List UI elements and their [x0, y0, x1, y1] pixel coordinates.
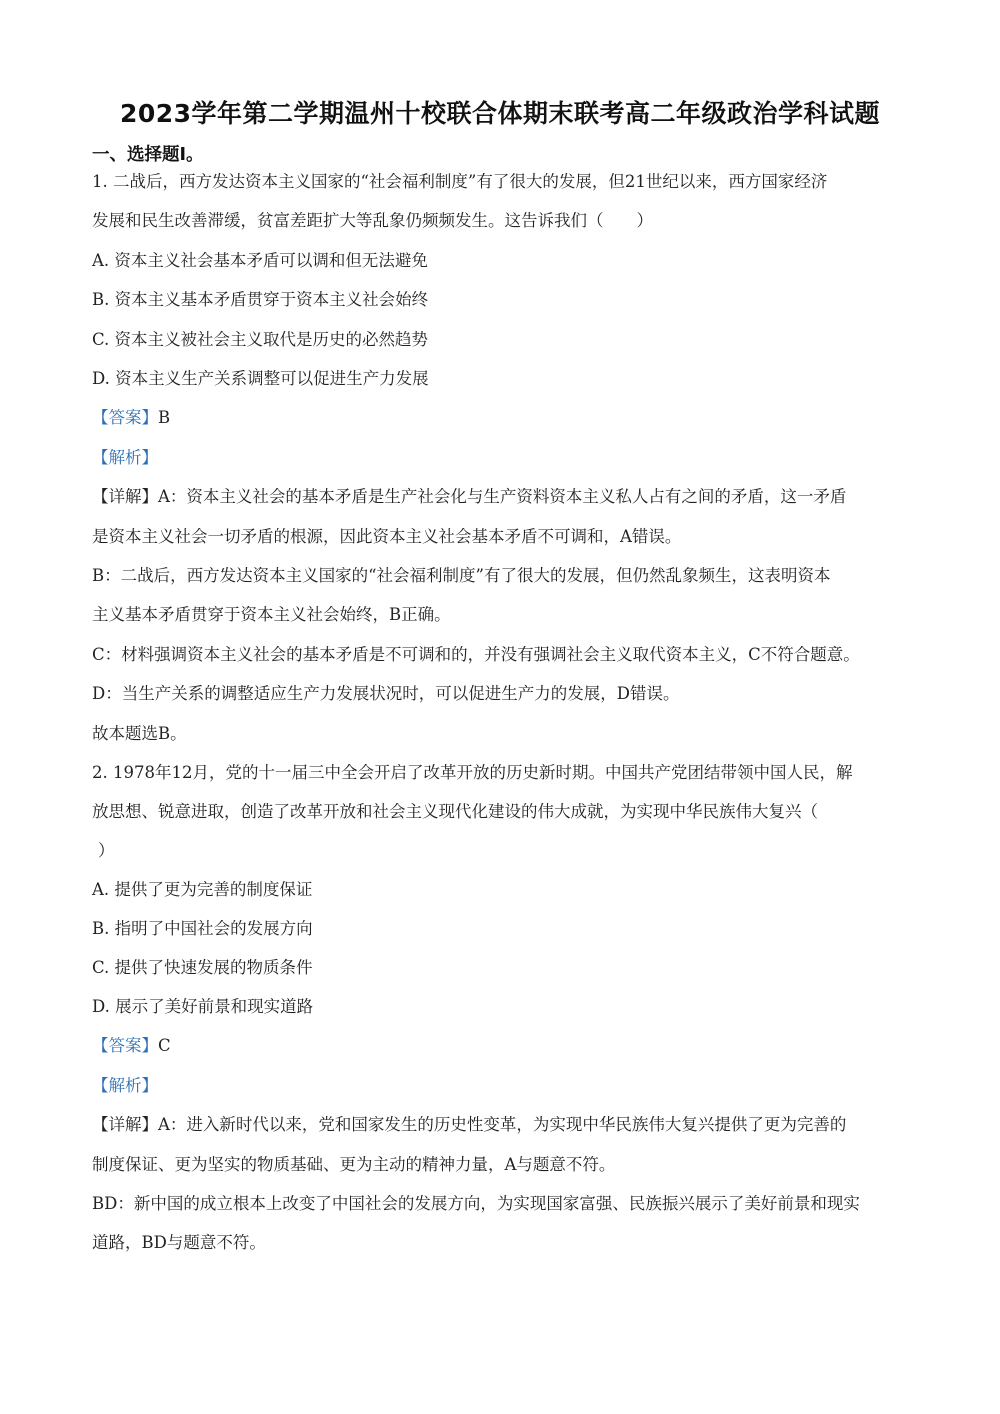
q2-detail-tag: 【详解】: [92, 1115, 158, 1134]
q1-detail-d: D：当生产关系的调整适应生产力发展状况时，可以促进生产力的发展，D错误。: [92, 684, 680, 703]
q2-stem-line2: 放思想、锐意进取，创造了改革开放和社会主义现代化建设的伟大成就，为实现中华民族伟大复兴（: [92, 802, 818, 821]
q1-analysis-tag: 【解析】: [92, 448, 158, 467]
q2-analysis-line: [92, 1075, 158, 1097]
q1-option-c: C. 资本主义被社会主义取代是历史的必然趋势: [92, 330, 429, 349]
q1-detail-tag: 【详解】: [92, 487, 158, 506]
q2-option-c: C. 提供了快速发展的物质条件: [92, 958, 313, 977]
q2-answer-value: C: [158, 1036, 171, 1055]
exam-title: 2023学年第二学期温州十校联合体期末联考高二年级政治学科试题: [119, 99, 881, 128]
q1-option-a: A. 资本主义社会基本矛盾可以调和但无法避免: [92, 251, 428, 270]
q2-analysis-tag: 【解析】: [92, 1076, 158, 1095]
q2-answer-line: [92, 1035, 171, 1057]
q2-answer-tag: 【答案】: [92, 1036, 158, 1055]
q2-detail-a-text1: A：进入新时代以来，党和国家发生的历史性变革，为实现中华民族伟大复兴提供了更为完善的: [158, 1115, 847, 1134]
q1-stem-line1: 1. 二战后，西方发达资本主义国家的“社会福利制度”有了很大的发展，但21世纪以来，西方国家经济: [92, 172, 828, 191]
q2-detail-bd-line1: BD：新中国的成立根本上改变了中国社会的发展方向，为实现国家富强、民族振兴展示了美好前景和现实: [92, 1194, 860, 1213]
q2-stem-line3: ）: [98, 841, 115, 860]
q1-analysis-line: [92, 447, 158, 469]
q2-option-b: B. 指明了中国社会的发展方向: [92, 919, 313, 938]
q1-detail-b-line2: 主义基本矛盾贯穿于资本主义社会始终，B正确。: [92, 605, 451, 624]
q1-conclusion: 故本题选B。: [92, 724, 187, 743]
q1-option-b: B. 资本主义基本矛盾贯穿于资本主义社会始终: [92, 290, 429, 309]
q1-detail-a-line1: [92, 486, 846, 508]
q1-option-d: D. 资本主义生产关系调整可以促进生产力发展: [92, 369, 429, 388]
q2-detail-a-line2: 制度保证、更为坚实的物质基础、更为主动的精神力量，A与题意不符。: [92, 1155, 616, 1174]
q1-detail-b-line1: B：二战后，西方发达资本主义国家的“社会福利制度”有了很大的发展，但仍然乱象频生，这表明资本: [92, 566, 831, 585]
q1-answer-tag: 【答案】: [92, 408, 158, 427]
q1-detail-a-line2: 是资本主义社会一切矛盾的根源，因此资本主义社会基本矛盾不可调和，A错误。: [92, 527, 682, 546]
q1-detail-a-text1: A：资本主义社会的基本矛盾是生产社会化与生产资料资本主义私人占有之间的矛盾，这一矛盾: [158, 487, 847, 506]
q2-detail-bd-line2: 道路，BD与题意不符。: [92, 1233, 266, 1252]
q2-option-a: A. 提供了更为完善的制度保证: [92, 880, 313, 899]
q1-stem-line2: 发展和民生改善滞缓，贫富差距扩大等乱象仍频频发生。这告诉我们（ ）: [92, 211, 653, 230]
q1-answer-value: B: [158, 408, 171, 427]
q2-option-d: D. 展示了美好前景和现实道路: [92, 997, 314, 1016]
q2-detail-a-line1: [92, 1114, 846, 1136]
q2-stem-line1: 2. 1978年12月，党的十一届三中全会开启了改革开放的历史新时期。中国共产党团结带领中国人民，解: [92, 763, 853, 782]
q1-detail-c: C：材料强调资本主义社会的基本矛盾是不可调和的，并没有强调社会主义取代资本主义，C不符合题意。: [92, 645, 860, 664]
q1-answer-line: [92, 407, 170, 429]
section-heading: 一、选择题I。: [92, 145, 204, 165]
